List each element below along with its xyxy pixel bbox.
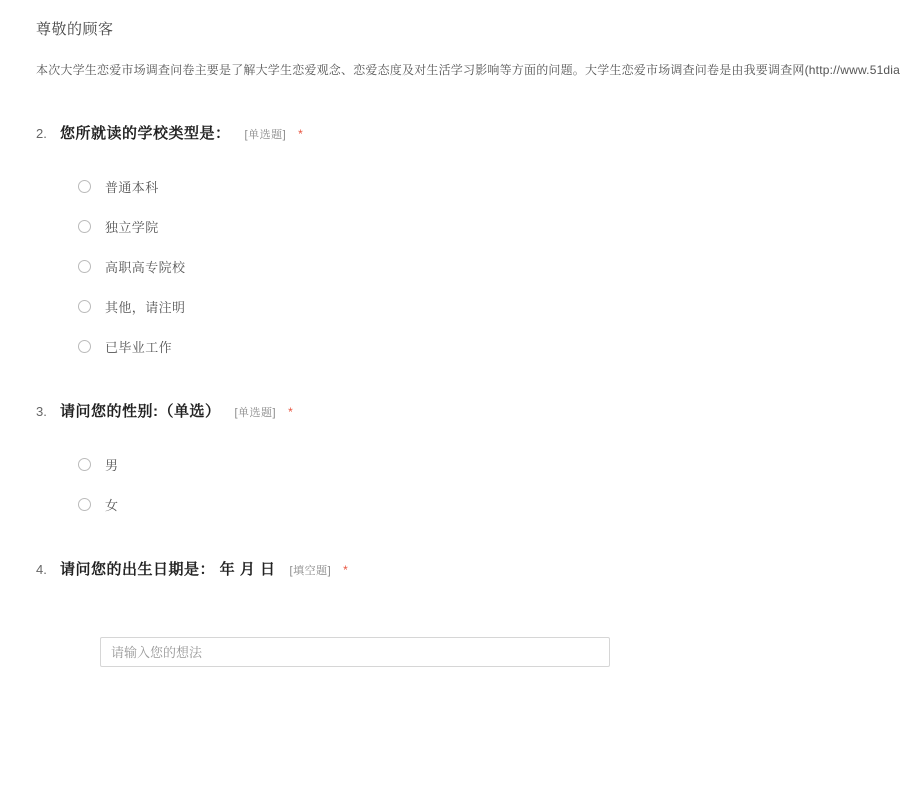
question-block bbox=[0, 122, 900, 356]
question-header bbox=[36, 400, 900, 421]
intro-description: 本次大学生恋爱市场调查问卷主要是了解大学生恋爱观念、恋爱态度及对生活学习影响等方面的问题。大学生恋爱市场调查问卷是由我要调查网(http://www.51dia bbox=[36, 63, 900, 77]
radio-icon[interactable] bbox=[78, 180, 91, 193]
option-item[interactable] bbox=[78, 297, 900, 316]
question-type-label: [单选题] bbox=[244, 129, 287, 141]
question-title: 请问您的性别:（单选） bbox=[60, 403, 221, 420]
question-number: 3. bbox=[36, 404, 47, 419]
radio-icon[interactable] bbox=[78, 260, 91, 273]
option-item[interactable] bbox=[78, 495, 900, 514]
question-header bbox=[36, 558, 900, 579]
question-header bbox=[36, 122, 900, 143]
question-type-label: [单选题] bbox=[234, 407, 277, 419]
option-item[interactable] bbox=[78, 177, 900, 196]
option-label: 独立学院 bbox=[105, 220, 159, 235]
option-label: 男 bbox=[105, 458, 119, 473]
required-marker: * bbox=[288, 405, 293, 419]
option-label: 高职高专院校 bbox=[105, 260, 186, 275]
intro-title: 尊敬的顾客 bbox=[36, 21, 114, 38]
question-title: 您所就读的学校类型是： bbox=[60, 125, 231, 142]
option-item[interactable] bbox=[78, 455, 900, 474]
radio-icon[interactable] bbox=[78, 300, 91, 313]
option-label: 普通本科 bbox=[105, 180, 159, 195]
question-number: 2. bbox=[36, 126, 47, 141]
question-title: 请问您的出生日期是： 年 月 日 bbox=[60, 561, 276, 578]
required-marker: * bbox=[343, 563, 348, 577]
radio-icon[interactable] bbox=[78, 220, 91, 233]
radio-icon[interactable] bbox=[78, 340, 91, 353]
radio-icon[interactable] bbox=[78, 498, 91, 511]
option-item[interactable] bbox=[78, 217, 900, 236]
option-label: 其他，请注明 bbox=[105, 300, 186, 315]
option-list bbox=[36, 177, 900, 356]
question-block bbox=[0, 400, 900, 514]
option-label: 已毕业工作 bbox=[105, 340, 173, 355]
option-label: 女 bbox=[105, 498, 119, 513]
question-number: 4. bbox=[36, 562, 47, 577]
required-marker: * bbox=[298, 127, 303, 141]
question-block bbox=[0, 558, 900, 667]
option-list bbox=[36, 455, 900, 514]
radio-icon[interactable] bbox=[78, 458, 91, 471]
free-text-input[interactable] bbox=[100, 637, 610, 667]
answer-area bbox=[36, 637, 900, 667]
question-type-label: [填空题] bbox=[289, 565, 332, 577]
option-item[interactable] bbox=[78, 257, 900, 276]
option-item[interactable] bbox=[78, 337, 900, 356]
